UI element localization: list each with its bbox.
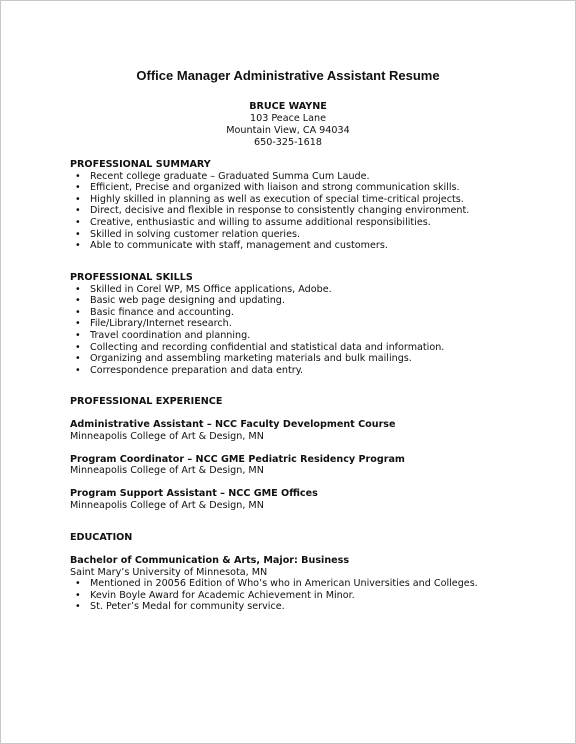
- experience-heading: PROFESSIONAL EXPERIENCE: [70, 396, 223, 407]
- skills-list: [70, 284, 550, 377]
- city-address: Mountain View, CA 94034: [226, 125, 350, 136]
- job-entry: [70, 419, 550, 442]
- list-item: • Kevin Boyle Award for Academic Achievement in Minor.: [70, 590, 550, 602]
- education-heading: EDUCATION: [70, 532, 133, 543]
- job-place: Minneapolis College of Art & Design, MN: [70, 465, 264, 477]
- degree-title: Bachelor of Communication & Arts, Major: Business: [70, 554, 350, 566]
- phone-number: 650-325-1618: [254, 137, 322, 148]
- list-item: • Able to communicate with staff, management and customers.: [70, 240, 550, 252]
- list-item: • Correspondence preparation and data entry.: [70, 365, 550, 377]
- list-item: • Basic finance and accounting.: [70, 307, 550, 319]
- education-list: [70, 578, 550, 613]
- job-entry: [70, 488, 550, 511]
- street-address: 103 Peace Lane: [249, 113, 327, 124]
- list-item: • Collecting and recording confidential and statistical data and information.: [70, 342, 550, 354]
- list-item: • Skilled in Corel WP, MS Office applications, Adobe.: [70, 284, 550, 296]
- list-item: • Highly skilled in planning as well as execution of special time-critical projects.: [70, 194, 550, 206]
- list-item: • File/Library/Internet research.: [70, 318, 550, 330]
- document-title: Office Manager Administrative Assistant Resume: [136, 68, 440, 83]
- list-item: • Organizing and assembling marketing materials and bulk mailings.: [70, 353, 550, 365]
- job-title: Administrative Assistant – NCC Faculty Development Course: [70, 418, 396, 430]
- list-item: • Recent college graduate – Graduated Summa Cum Laude.: [70, 171, 550, 183]
- list-item: • Direct, decisive and flexible in response to consistently changing environment.: [70, 205, 550, 217]
- summary-heading: PROFESSIONAL SUMMARY: [70, 159, 211, 170]
- summary-list: [70, 171, 550, 252]
- skills-section: [70, 272, 550, 376]
- summary-section: [70, 159, 550, 252]
- contact-block: [1, 101, 575, 149]
- list-item: • Efficient, Precise and organized with liaison and strong communication skills.: [70, 182, 550, 194]
- job-title: Program Support Assistant – NCC GME Offices: [70, 488, 318, 500]
- job-title: Program Coordinator – NCC GME Pediatric Residency Program: [70, 453, 405, 465]
- school-name: Saint Mary’s University of Minnesota, MN: [70, 566, 268, 578]
- experience-section: [70, 396, 550, 523]
- job-place: Minneapolis College of Art & Design, MN: [70, 430, 264, 442]
- job-place: Minneapolis College of Art & Design, MN: [70, 499, 264, 511]
- skills-heading: PROFESSIONAL SKILLS: [70, 272, 193, 283]
- candidate-name: BRUCE WAYNE: [249, 101, 327, 112]
- list-item: • Travel coordination and planning.: [70, 330, 550, 342]
- list-item: • Skilled in solving customer relation queries.: [70, 229, 550, 241]
- education-section: [70, 532, 550, 613]
- list-item: • St. Peter’s Medal for community service.: [70, 601, 550, 613]
- job-entry: [70, 454, 550, 477]
- list-item: • Basic web page designing and updating.: [70, 295, 550, 307]
- list-item: • Mentioned in 20056 Edition of Who’s who in American Universities and Colleges.: [70, 578, 550, 590]
- list-item: • Creative, enthusiastic and willing to assume additional responsibilities.: [70, 217, 550, 229]
